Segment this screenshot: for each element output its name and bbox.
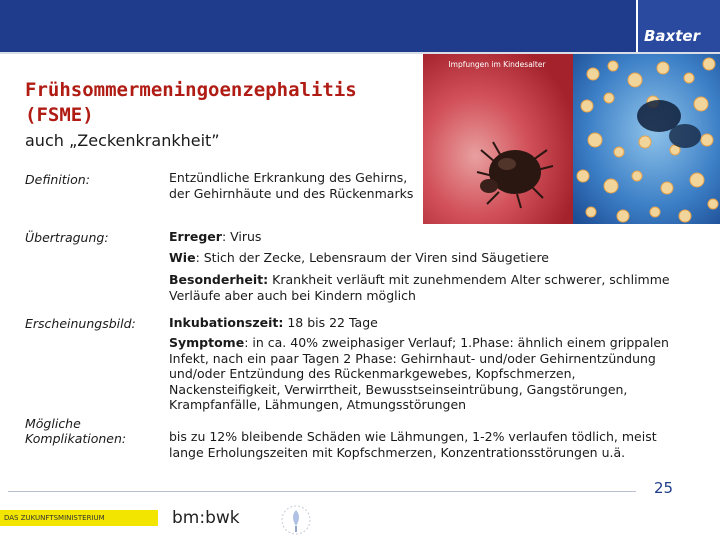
special-term: Besonderheit: — [169, 272, 269, 287]
route-text: : Stich der Zecke, Lebensraum der Viren sind Säugetiere — [195, 250, 549, 265]
pathogen-term: Erreger — [169, 229, 222, 244]
special-text: Krankheit verläuft mit zunehmendem Alter schwerer, schlimme Verläufe aber auch bei Kindern möglich — [169, 272, 670, 303]
special-note-row — [169, 272, 679, 303]
ministry-banner: DAS ZUKUNFTSMINISTERIUM — [0, 510, 158, 526]
title-line-2: (FSME) — [25, 104, 94, 126]
emblem-icon — [268, 498, 324, 538]
presentation-label: Erscheinungsbild: — [25, 316, 136, 331]
symptoms-term: Symptome — [169, 335, 245, 350]
definition-label: Definition: — [25, 172, 90, 187]
incubation-term: Inkubationszeit: — [169, 315, 284, 330]
tick-and-virus-image — [423, 54, 720, 224]
baxter-logo: Baxter — [644, 27, 700, 45]
page-subtitle: auch „Zeckenkrankheit” — [25, 131, 220, 150]
symptoms-row — [169, 335, 679, 413]
transmission-route-row — [169, 250, 679, 266]
complications-label-line-1: Mögliche — [25, 416, 81, 431]
pathogen-text: : Virus — [221, 229, 262, 244]
header-divider — [636, 0, 638, 54]
page-title — [25, 78, 357, 128]
header-caption: Impfungen im Kindesalter — [448, 60, 546, 69]
header-bar — [0, 0, 720, 54]
definition-text: Entzündliche Erkrankung des Gehirns, der Gehirnhäute und des Rückenmarks — [169, 170, 414, 201]
incubation-text: 18 bis 22 Tage — [283, 315, 378, 330]
complications-label-line-2: Komplikationen: — [25, 431, 127, 446]
title-line-1: Frühsommermeningoenzephalitis — [25, 79, 357, 101]
footer-divider — [8, 491, 636, 492]
symptoms-text: : in ca. 40% zweiphasiger Verlauf; 1.Phase: ähnlich einem grippalen Infekt, nach ein paar Tagen 2 Phase: Gehirnhaut- und/oder Gehirnentzündung und/oder Entzündung des Rückenmarkgewebes, Kopfschmerzen, Nackensteifigkeit, Verwirrtheit, Bewusstseinseintrübung, Gangstörungen, Krampfanfälle, Lähmungen, Atmungsstörungen — [169, 335, 669, 412]
route-term: Wie — [169, 250, 196, 265]
complications-text: bis zu 12% bleibende Schäden wie Lähmungen, 1-2% verlaufen tödlich, meist lange Erholungszeiten mit Kopfschmerzen, Konzentrationsstörungen u.ä. — [169, 429, 657, 460]
bmbwk-logo: bm:bwk — [172, 508, 240, 528]
complications-label — [25, 416, 126, 446]
pathogen-row — [169, 229, 679, 245]
transmission-label: Übertragung: — [25, 230, 109, 245]
page-number: 25 — [654, 479, 674, 497]
incubation-row — [169, 315, 679, 331]
